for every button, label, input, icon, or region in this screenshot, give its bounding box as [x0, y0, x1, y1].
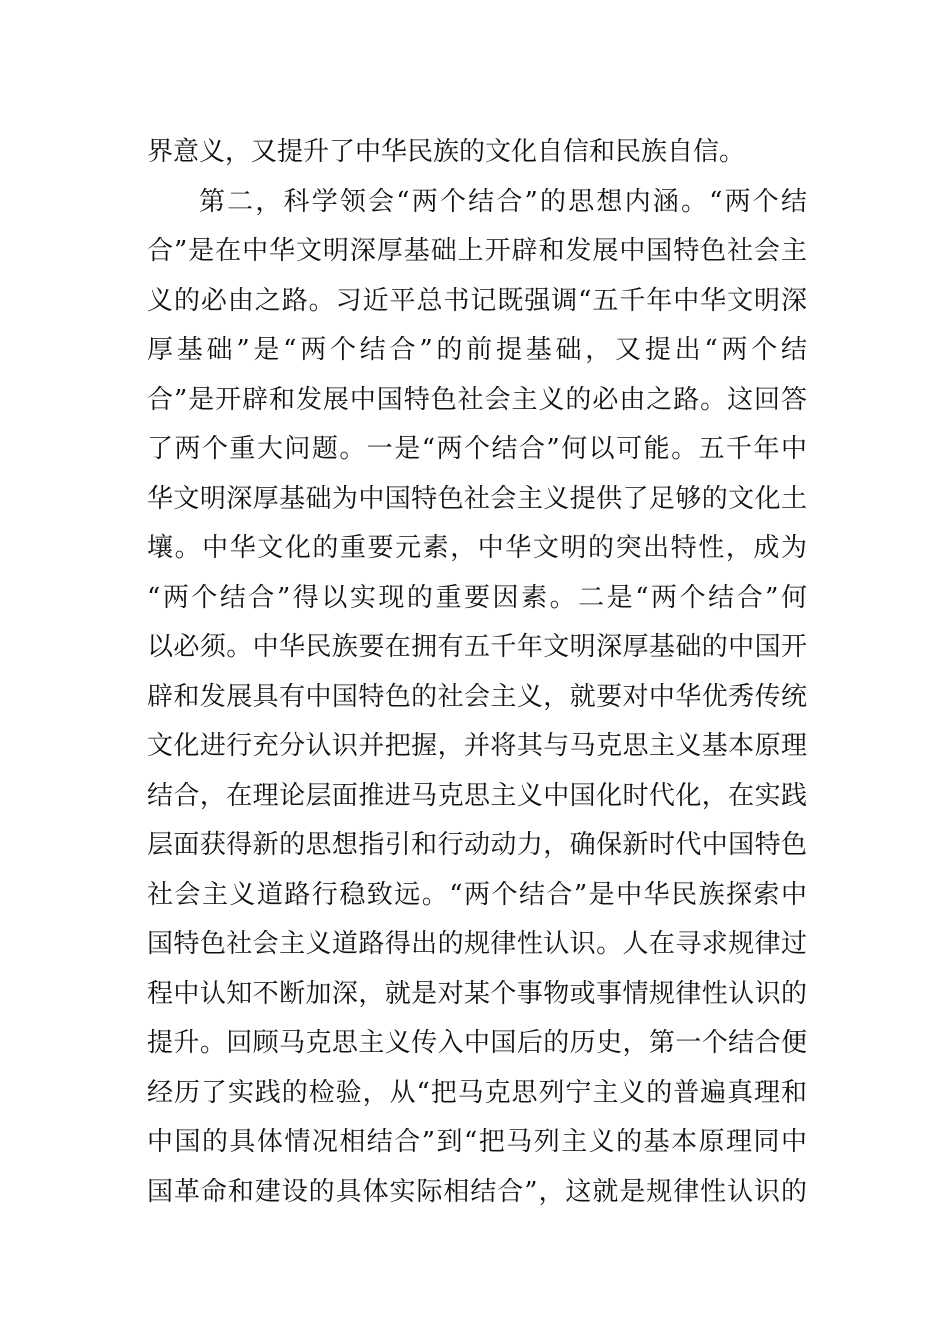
text-line: 中国的具体情况相结合”到“把马列主义的基本原理同中	[147, 1127, 807, 1157]
text-line: 结合，在理论层面推进马克思主义中国化时代化，在实践	[147, 780, 807, 811]
text-line: 义的必由之路。习近平总书记既强调“五千年中华文明深	[147, 285, 807, 316]
text-line: 层面获得新的思想指引和行动动力，确保新时代中国特色	[147, 830, 807, 860]
text-line: 国革命和建设的具体实际相结合”，这就是规律性认识的	[147, 1176, 807, 1207]
text-line: 界意义，又提升了中华民族的文化自信和民族自信。	[147, 137, 746, 167]
text-line: 壤。中华文化的重要元素，中华文明的突出特性，成为	[147, 533, 807, 563]
text-line: 经历了实践的检验，从“把马克思列宁主义的普遍真理和	[147, 1077, 807, 1108]
text-line: 提升。回顾马克思主义传入中国后的历史，第一个结合便	[147, 1028, 807, 1058]
text-line: 合”是在中华文明深厚基础上开辟和发展中国特色社会主	[147, 236, 807, 266]
text-line: 厚基础”是“两个结合”的前提基础，又提出“两个结	[147, 335, 807, 365]
text-line: 以必须。中华民族要在拥有五千年文明深厚基础的中国开	[147, 632, 807, 662]
body-text	[147, 128, 807, 1217]
text-line: 文化进行充分认识并把握，并将其与马克思主义基本原理	[147, 731, 807, 761]
text-line: 辟和发展具有中国特色的社会主义，就要对中华优秀传统	[147, 681, 807, 712]
text-line: 社会主义道路行稳致远。“两个结合”是中华民族探索中	[147, 879, 807, 910]
text-line: 华文明深厚基础为中国特色社会主义提供了足够的文化土	[147, 483, 807, 514]
text-line: 了两个重大问题。一是“两个结合”何以可能。五千年中	[147, 434, 807, 464]
text-line: “两个结合”得以实现的重要因素。二是“两个结合”何	[147, 582, 807, 613]
text-line: 国特色社会主义道路得出的规律性认识。人在寻求规律过	[147, 929, 807, 959]
paragraph-start-line: 第二，科学领会“两个结合”的思想内涵。“两个结	[199, 186, 807, 217]
text-line: 程中认知不断加深，就是对某个事物或事情规律性认识的	[147, 978, 807, 1009]
text-line: 合”是开辟和发展中国特色社会主义的必由之路。这回答	[147, 384, 807, 415]
